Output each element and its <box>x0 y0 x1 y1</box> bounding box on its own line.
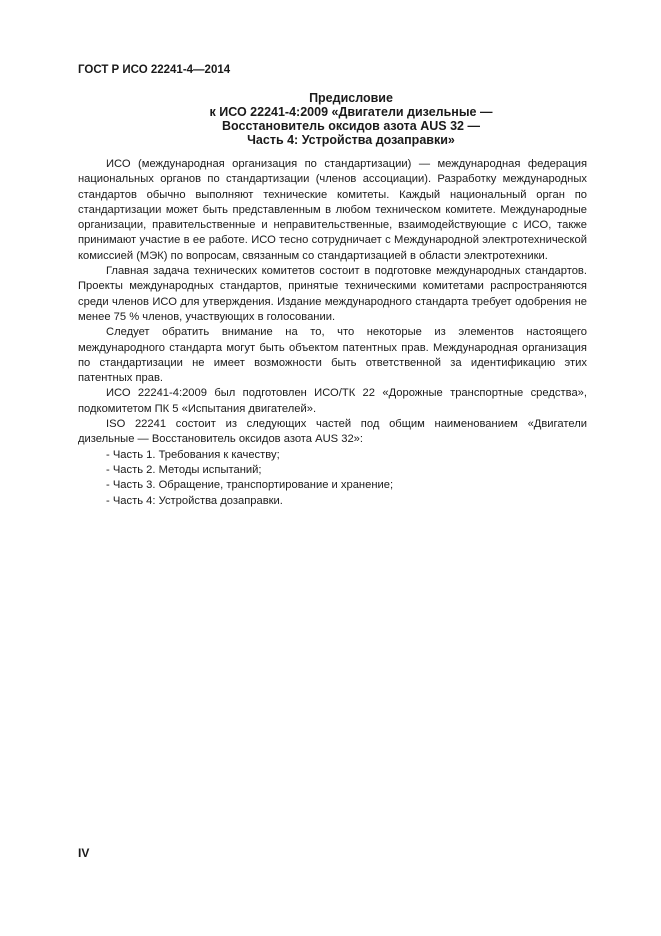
paragraph: ИСО (международная организация по стандартизации) — международная федерация национальных органов по стандартизации (членов ассоциации). Разработку международных стандартов обычно выполняют технические комитеты. Каждый национальный орган по стандартизации может быть представленным в любом техническом комитете. Международные организации, правительственные и неправительственные, взаимодействующие с ИСО, также принимают участие в ее работе. ИСО тесно сотрудничает с Международной электротехнической комиссией (МЭК) по вопросам, связанным со стандартизацией в области электротехники. <box>78 158 587 262</box>
paragraph: Следует обратить внимание на то, что некоторые из элементов настоящего международного стандарта могут быть объектом патентных прав. Международная организация по стандартизации не имеет возможности быть ответственной за идентификацию этих патентных прав. <box>78 326 587 385</box>
list-item: - Часть 3. Обращение, транспортирование и хранение; <box>106 479 394 492</box>
title-line: Часть 4: Устройства дозаправки» <box>247 133 455 147</box>
paragraph: ISO 22241 состоит из следующих частей под общим наименованием «Двигатели дизельные — Восстановитель оксидов азота AUS 32»: <box>78 418 587 446</box>
list-item: - Часть 4: Устройства дозаправки. <box>106 494 283 507</box>
paragraph: Главная задача технических комитетов состоит в подготовке международных стандартов. Проекты международных стандартов, принятые техническими комитетами распространяются среди членов ИСО для утверждения. Издание международного стандарта требует одобрения не менее 75 % членов, участвующих в голосовании. <box>78 265 587 323</box>
parts-list <box>78 448 587 509</box>
paragraph: ИСО 22241-4:2009 был подготовлен ИСО/ТК 22 «Дорожные транспортные средства», подкомитетом ПК 5 «Испытания двигателей». <box>78 387 587 415</box>
document-header: ГОСТ Р ИСО 22241-4—2014 <box>78 64 231 76</box>
list-item: - Часть 2. Методы испытаний; <box>106 463 262 476</box>
title-line: Предисловие <box>309 91 393 105</box>
list-item: - Часть 1. Требования к качеству; <box>106 448 280 461</box>
title-line: Восстановитель оксидов азота AUS 32 — <box>222 119 480 133</box>
page-number: IV <box>78 846 90 860</box>
foreword-body <box>78 157 587 509</box>
title-line: к ИСО 22241-4:2009 «Двигатели дизельные — <box>209 105 493 119</box>
foreword-title <box>120 91 582 147</box>
